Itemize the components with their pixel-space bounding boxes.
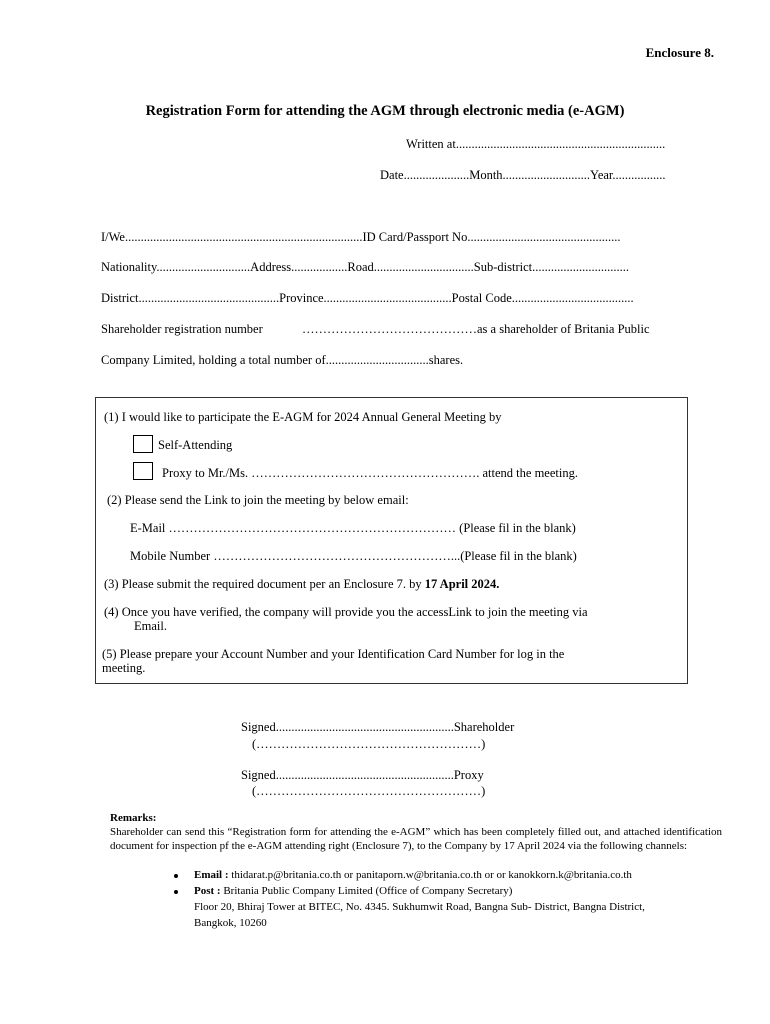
item-4-line2: Email.: [134, 619, 167, 633]
enclosure-label: Enclosure 8.: [645, 45, 714, 60]
self-attending-checkbox[interactable]: [133, 435, 153, 453]
email-channel-value: thidarat.p@britania.co.th or panitaporn.w@britania.co.th or or kanokkorn.k@britania.co.th: [231, 869, 632, 881]
written-at-line: Written at...................................................................: [406, 137, 666, 151]
proxy-name-line: (………………………………………………): [252, 784, 486, 798]
district-province-line: District.............................................Province.........................................Postal Code.......................................: [101, 291, 634, 305]
mobile-field-line: Mobile Number …………………………………………………...(Please fil in the blank): [130, 549, 577, 563]
name-id-line: I/We............................................................................ID Card/Passport No.................................................: [101, 230, 621, 244]
nationality-address-line: Nationality..............................Address..................Road................................Sub-district...............................: [101, 260, 629, 274]
item-1: (1) I would like to participate the E-AGM for 2024 Annual General Meeting by: [104, 410, 502, 424]
proxy-checkbox[interactable]: [133, 462, 153, 480]
registration-number-dots: ……………………………………as a shareholder of Britania Public: [302, 322, 650, 336]
post-address-line3: Bangkok, 10260: [194, 917, 267, 929]
remarks-heading: Remarks:: [110, 812, 157, 824]
self-attending-label: Self-Attending: [158, 438, 233, 452]
form-title: Registration Form for attending the AGM through electronic media (e-AGM): [145, 103, 625, 119]
email-field-line: E-Mail …………………………………………………………… (Please fil in the blank): [130, 521, 576, 535]
item-2: (2) Please send the Link to join the meeting by below email:: [107, 493, 409, 507]
remarks-text: Shareholder can send this “Registration form for attending the e-AGM” which has been completely filled out, and attached identification document for inspection pf the e-AGM attending right (Enclosure 7), to the Company by 17 April 2024 via the following channels:: [110, 826, 722, 852]
post-address-line2: Floor 20, Bhiraj Tower at BITEC, No. 4345. Sukhumwit Road, Bangna Sub- District, Bangna District,: [194, 901, 645, 913]
item-3-deadline: 17 April 2024.: [424, 577, 500, 591]
bullet-dot: [174, 890, 178, 894]
item-3: (3) Please submit the required document per an Enclosure 7. by: [104, 577, 425, 591]
shares-line: Company Limited, holding a total number of.................................shares.: [101, 353, 464, 367]
date-line: Date.....................Month............................Year.................: [380, 168, 666, 182]
post-channel-label: Post :: [194, 885, 224, 897]
email-channel-label: Email :: [194, 869, 232, 881]
shareholder-signature-line: Signed.........................................................Shareholder: [241, 720, 515, 734]
registration-number-label: Shareholder registration number: [101, 322, 263, 336]
proxy-signature-line: Signed.........................................................Proxy: [241, 768, 484, 782]
post-channel-value: Britania Public Company Limited (Office of Company Secretary): [223, 885, 513, 897]
proxy-label: Proxy to Mr./Ms. ………………………………………………. attend the meeting.: [162, 466, 578, 480]
item-4-line1: (4) Once you have verified, the company will provide you the accessLink to join the meeting via: [104, 605, 588, 619]
participation-box: [95, 397, 688, 684]
bullet-dot: [174, 874, 178, 878]
item-5-line2: meeting.: [102, 661, 146, 675]
item-5-line1: (5) Please prepare your Account Number and your Identification Card Number for log in the: [102, 647, 565, 661]
shareholder-name-line: (………………………………………………): [252, 737, 486, 751]
